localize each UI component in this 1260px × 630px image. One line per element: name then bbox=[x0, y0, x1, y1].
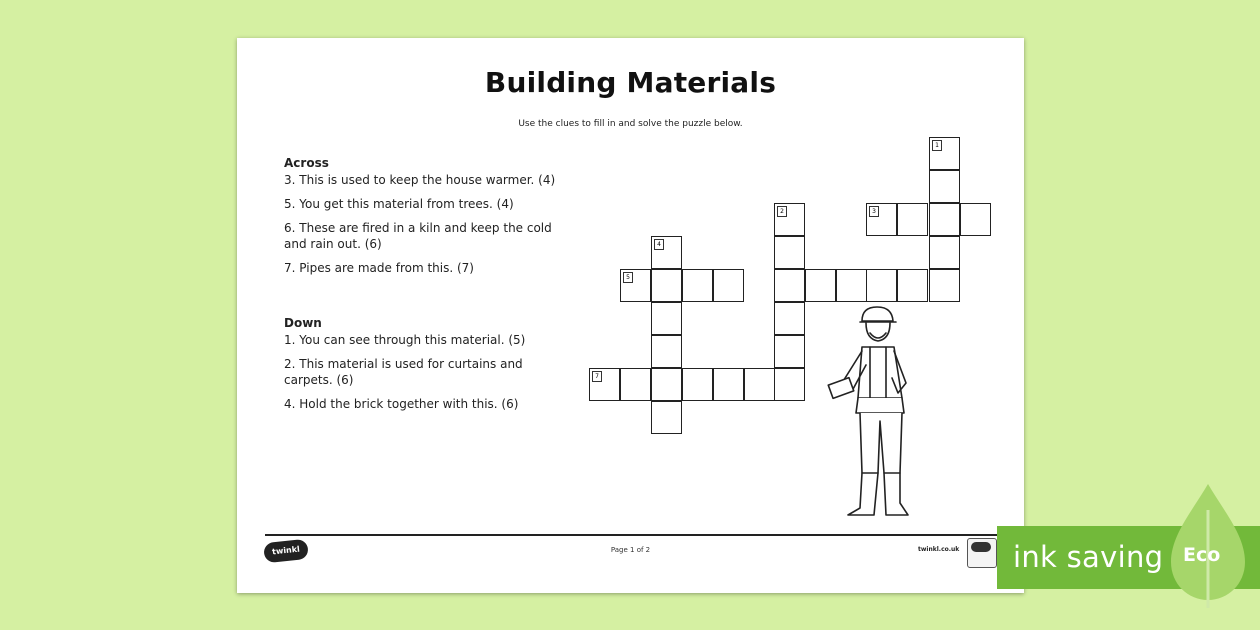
across-clue-7: 7. Pipes are made from this. (7) bbox=[284, 261, 474, 275]
crossword-cell[interactable] bbox=[929, 236, 960, 269]
crossword-cell[interactable] bbox=[929, 170, 960, 203]
crossword-cell[interactable] bbox=[960, 203, 991, 236]
crossword-cell[interactable] bbox=[774, 368, 805, 401]
ink-saving-label: ink saving bbox=[1013, 540, 1164, 574]
crossword-cell[interactable] bbox=[774, 302, 805, 335]
crossword-cell[interactable] bbox=[682, 269, 713, 302]
clue-number: 2 bbox=[777, 206, 787, 217]
crossword-cell[interactable] bbox=[620, 269, 651, 302]
across-clue-3: 3. This is used to keep the house warmer. (4) bbox=[284, 173, 556, 187]
crossword-cell[interactable] bbox=[866, 203, 897, 236]
crossword-cell[interactable] bbox=[713, 269, 744, 302]
crossword-cell[interactable] bbox=[651, 368, 682, 401]
quality-badge-icon bbox=[967, 538, 997, 568]
crossword-cell[interactable] bbox=[651, 302, 682, 335]
eco-label: Eco bbox=[1183, 544, 1221, 566]
crossword-cell[interactable] bbox=[836, 269, 867, 302]
crossword-cell[interactable] bbox=[651, 335, 682, 368]
crossword-cell[interactable] bbox=[866, 269, 897, 302]
page-title: Building Materials bbox=[484, 66, 777, 99]
crossword-cell[interactable] bbox=[774, 269, 805, 302]
builder-illustration-icon bbox=[822, 303, 912, 528]
clue-number: 3 bbox=[869, 206, 879, 217]
crossword-cell[interactable] bbox=[929, 269, 960, 302]
page-number: Page 1 of 2 bbox=[610, 546, 651, 554]
clue-number: 4 bbox=[654, 239, 664, 250]
clue-number: 7 bbox=[592, 371, 602, 382]
crossword-cell[interactable] bbox=[620, 368, 651, 401]
crossword-cell[interactable] bbox=[897, 269, 928, 302]
crossword-cell[interactable] bbox=[929, 137, 960, 170]
crossword-cell[interactable] bbox=[651, 236, 682, 269]
crossword-cell[interactable] bbox=[805, 269, 836, 302]
crossword-cell[interactable] bbox=[897, 203, 928, 236]
crossword-cell[interactable] bbox=[774, 236, 805, 269]
crossword-cell[interactable] bbox=[744, 368, 775, 401]
down-heading: Down bbox=[284, 316, 322, 330]
clue-number: 5 bbox=[623, 272, 633, 283]
footer-divider bbox=[265, 534, 1000, 536]
crossword-cell[interactable] bbox=[651, 401, 682, 434]
crossword-cell[interactable] bbox=[589, 368, 620, 401]
clue-number: 1 bbox=[932, 140, 942, 151]
worksheet-page bbox=[237, 38, 1024, 593]
crossword-cell[interactable] bbox=[774, 335, 805, 368]
crossword-cell[interactable] bbox=[651, 269, 682, 302]
down-clue-1: 1. You can see through this material. (5) bbox=[284, 333, 526, 347]
crossword-cell[interactable] bbox=[713, 368, 744, 401]
twinkl-logo: twinkl bbox=[263, 539, 309, 563]
crossword-cell[interactable] bbox=[682, 368, 713, 401]
across-clue-5: 5. You get this material from trees. (4) bbox=[284, 197, 514, 211]
across-heading: Across bbox=[284, 156, 329, 170]
crossword-cell[interactable] bbox=[774, 203, 805, 236]
instructions: Use the clues to fill in and solve the puzzle below. bbox=[518, 119, 743, 129]
across-clue-6: 6. These are fired in a kiln and keep the cold and rain out. (6) bbox=[284, 221, 552, 251]
crossword-cell[interactable] bbox=[929, 203, 960, 236]
down-clue-2: 2. This material is used for curtains and carpets. (6) bbox=[284, 357, 523, 387]
site-url: twinkl.co.uk bbox=[918, 546, 960, 553]
down-clue-4: 4. Hold the brick together with this. (6) bbox=[284, 397, 519, 411]
